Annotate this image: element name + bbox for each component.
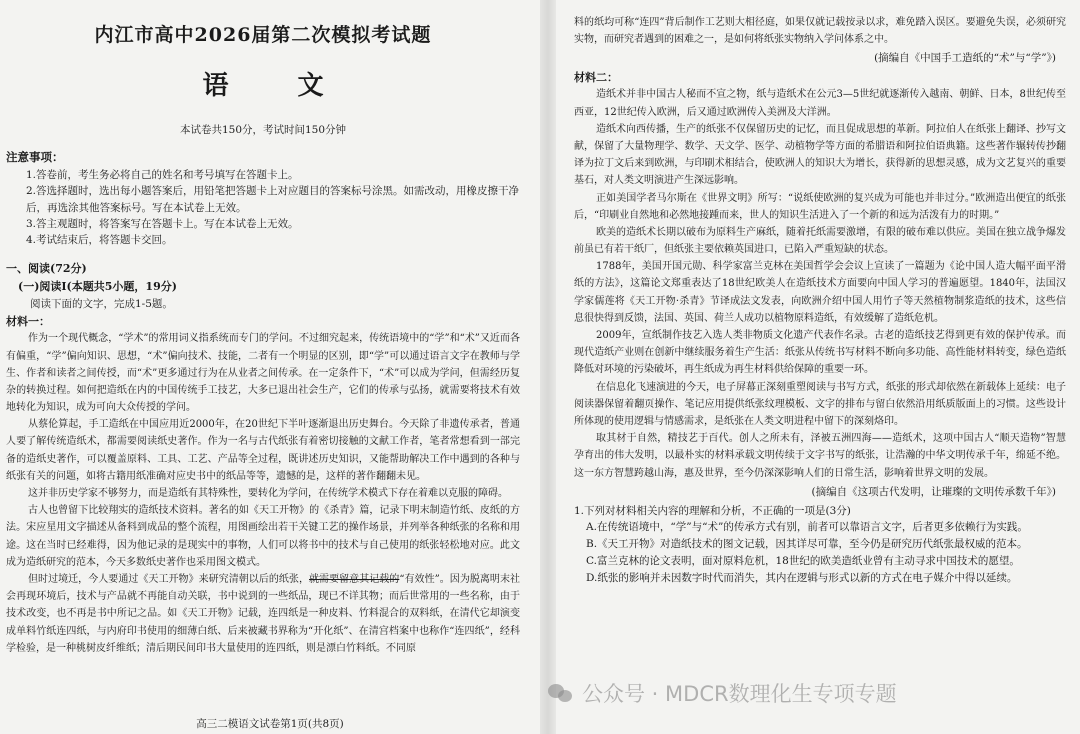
watermark-text: 公众号 · MDCR数理化生专项专题 [582, 682, 897, 706]
material-paragraph: 1788年，美国开国元勋、科学家富兰克林在美国哲学会会议上宣读了一篇题为《论中国人造大幅平面平滑纸的方法》，这篇论文郑重表达了18世纪欧美人在造纸技术方面要向中国人学习的普遍愿望。1840年，法国汉学家儒莲将《天工开物·杀青》节译成法文发表，向欧洲介绍中国人用竹子等天然植物制浆造纸的技术，这些信息很快得到反馈，法国、英国、荷兰人成功以植物原料造纸，有效缓解了造纸危机。 [574, 261, 1066, 324]
material-paragraph: 作为一个现代概念，“学术”的常用词义指系统而专门的学问。不过细究起来，传统语境中的“学”和“术”又近而各有偏重，“学”偏向知识、思想，“术”偏向技术、技能，二者有一个明显的区别，即“学”可以通过语言文字在教师与学生、作者和读者之间传授，而“术”更多通过行为在从业者之间传承。在一定条件下，“术”可以成为学问，但需经历复杂的转换过程。如何把造纸在内的中国传统手工技艺，大多已退出社会生产，它们的传承与弘扬，就需要将技术有效地转化为知识，成为可向大众传授的学问。 [6, 333, 520, 414]
option-b: B.《天工开物》对造纸技术的图文记载，因其详尽可靠，至今仍是研究历代纸张最权威的范本。 [586, 538, 1028, 551]
material-paragraph: 欧美的造纸术长期以破布为原料生产麻纸，随着托纸需要激增，有限的破布难以供应。美国在独立战争爆发前虽已有若干纸厂，但纸张主要依赖英国进口，已陷入严重短缺的状态。 [574, 226, 1066, 256]
page-gutter [540, 0, 556, 734]
material-paragraph: 但时过境迁，今人要通过《天工开物》来研究清朝以后的纸张，就需要留意其记载的“有效性”。因为脱离明末社会再现环境后，技术与产品就不再能自动关联，书中说到的一些纸品，现已不详其物；而后世常用的一些名称，由于技术改变，也不再是书中所记之品。如《天工开物》记载，连四纸是一种皮料、竹料混合的双料纸，在清代它却演变成单料竹纸连四纸，与内府印书使用的细薄白纸、后来被藏书界称为“开化纸”、在清宫档案中也称作“连四纸”，经科学检验，是一种桃树皮纤维纸；清后期民间印书大量使用的连四纸，则是漂白竹料纸。不同原 [6, 573, 521, 654]
exam-title: 内江市高中2026届第二次模拟考试题 [94, 24, 432, 46]
material-paragraph: 正如美国学者马尔斯在《世界文明》所写：“说纸使欧洲的复兴成为可能也并非过分。”欧洲造出便宜的纸张后，“印刷业自然地和必然地接踵而来，世人的知识生活进入了一个新的和远为活泼有力的时期。” [574, 192, 1066, 221]
material-paragraph: 2009年，宣纸制作技艺入选人类非物质文化遗产代表作名录。古老的造纸技艺得到更有效的保护传承。而现代造纸产业则在创新中继续服务着生产生活：纸张从传统书写材料不断向多功能、高性能材料转变，绿色造纸降低对环境的污染破坏，再生纸成为再生材料供给保障的重要一环。 [574, 330, 1066, 376]
material-paragraph: 在信息化飞速演进的今天，电子屏幕正深刻重塑阅读与书写方式，纸张的形式却依然在新载体上延续：电子阅读器保留着翻页操作、笔记应用提供纸张纹理模板、文字的排布与留白依然沿用纸质版面上的习惯。这些设计所体现的使用逻辑与情感需求，是纸张在人类文明进程中留下的深刻烙印。 [574, 381, 1066, 427]
material-one-heading: 材料一： [6, 315, 50, 329]
material-two-heading: 材料二： [574, 71, 618, 85]
struck-phrase: 就需要留意其记载的 [309, 573, 400, 585]
watermark [548, 678, 897, 708]
page-footer: 高三二模语文试卷第1页(共8页) [196, 718, 344, 730]
option-c: C.富兰克林的论文表明，面对原料危机，18世纪的欧美造纸业曾有主动寻求中国技术的愿望。 [586, 555, 1020, 568]
subject-title: 语 文 [202, 71, 354, 101]
option-a: A.在传统语境中，“学”与“术”的传承方式有别，前者可以靠语言文字，后者更多依赖行为实践。 [586, 521, 1028, 534]
material-paragraph: 料的纸均可称“连四”背后制作工艺则大相径庭，如果仅就记载按录以求，难免踏入误区。要避免失误，必须研究实物，而研究者遇到的困难之一，是如何将纸张实物纳入学问体系之中。 [574, 17, 1066, 46]
note-item: 3.答主观题时，将答案写在答题卡上。写在本试卷上无效。 [26, 217, 299, 230]
reading-instruction: 阅读下面的文字，完成1-5题。 [30, 298, 173, 311]
material-paragraph: 造纸术并非中国古人秘而不宣之物，纸与造纸术在公元3—5世纪就逐渐传入越南、朝鲜、日本，8世纪传至西亚，12世纪传入欧洲，后又通过欧洲传入美洲及大洋洲。 [574, 89, 1066, 118]
notes-heading: 注意事项： [6, 150, 64, 164]
note-item: 4.考试结束后，将答题卡交回。 [26, 234, 173, 247]
material-paragraph: 古人也曾留下比较翔实的造纸技术资料。著名的如《天工开物》的《杀青》篇，记录下明末制造竹纸、皮纸的方法。宋应星用文字描述从备料到成品的整个流程，用图画绘出若干关键工艺的操作场景，并列举各种纸张的名称和用途。这在当时已经难得，因为他记录的是现实中的事物，人们可以将书中的技术与自己使用的纸张轻松地对应。此文成为造纸研究的范本，今天多数纸史著作也采用图文模式。 [6, 505, 520, 568]
note-item: 1.答卷前，考生务必将自己的姓名和考号填写在答题卡上。 [26, 169, 299, 181]
material-one-source: (摘编自《中国手工造纸的“术”与“学”》) [874, 52, 1056, 65]
material-paragraph: 取其材于自然，精技艺于百代。创人之所未有，泽被五洲四海——造纸术，这项中国古人“顺天造物”智慧孕育出的伟大发明，以最朴实的材料承载文明传续于文字书写的纸张，让浩瀚的中华文明传承千年，绵延不绝。这一东方智慧跨越山海，惠及世界，至今仍深深影响人们的日常生活，影响着世界文明的发展。 [574, 433, 1066, 479]
option-d: D.纸张的影响并未因数字时代而消失，其内在逻辑与形式以新的方式在电子媒介中得以延续。 [586, 571, 1018, 584]
right-column [556, 0, 1080, 734]
material-paragraph: 造纸术向西传播，生产的纸张不仅保留历史的记忆，而且促成思想的革新。阿拉伯人在纸张上翻译、抄写文献，保留了大量物理学、数学、天文学、医学、动植物学等方面的希腊语和阿拉伯语典籍。这些著作辗转传抄翻译为拉丁文后来到欧洲，与印刷术相结合，使欧洲人的知识大为增长，获得新的思想灵感，成为文艺复兴的重要基石，对人类文明演进产生深远影响。 [574, 123, 1066, 187]
material-two-source: (摘编自《这项古代发明，让璀璨的文明传承数千年》) [811, 485, 1056, 498]
note-item: 2.答选择题时，选出每小题答案后，用铅笔把答题卡上对应题目的答案标号涂黑。如需改动，用橡皮擦干净后，再选涂其他答案标号。写在本试卷上无效。 [26, 185, 520, 214]
notes-list [6, 167, 520, 248]
material-paragraph: 这并非历史学家不够努力，而是造纸有其特殊性，要转化为学问，在传统学术模式下存在着难以克服的障碍。 [28, 488, 508, 500]
subsection-heading: (一)阅读Ⅰ(本题共5小题，19分) [18, 280, 177, 294]
wechat-icon [548, 682, 574, 704]
question-1-stem: 1.下列对材料相关内容的理解和分析，不正确的一项是(3分) [574, 504, 851, 517]
exam-info: 本试卷共150分，考试时间150分钟 [179, 124, 347, 136]
section-heading: 一、阅读(72分) [6, 262, 87, 276]
material-paragraph: 从蔡伦算起，手工造纸在中国应用近2000年，在20世纪下半叶逐渐退出历史舞台。今天除了非遗传承者，普通人要了解传统造纸术，都需要阅读纸史著作。作为一名与古代纸张有着密切接触的文献工作者，笔者常想看到一部完备的造纸史著作，可以覆盖原料、工具、工艺、产品等全过程，既讲述历史知识，又能帮助解决工作中遇到的各种与纸张有关的问题，如将古籍用纸准确对应史书中的纸品等等，遗憾的是，这样的著作翻翻未见。 [6, 419, 520, 482]
